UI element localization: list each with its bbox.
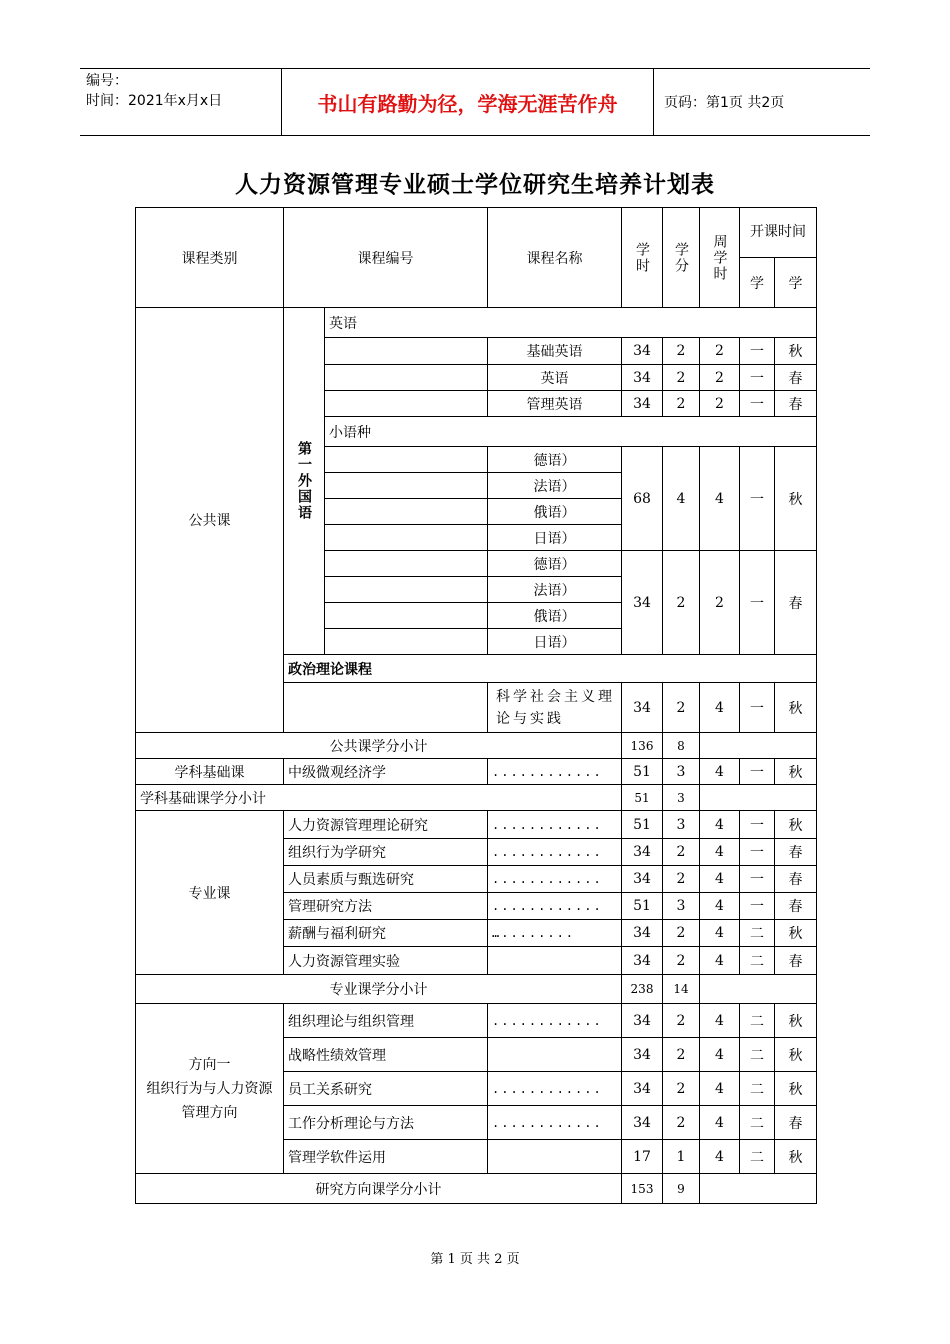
table-row: 法语）: [136, 473, 817, 499]
time-label: 时间：2021年x月x日: [86, 93, 223, 109]
table-row: 薪酬与福利研究 …........ 34 2 4 二 秋: [136, 920, 817, 947]
category-direction: 方向一 组织行为与人力资源管理方向: [136, 1004, 284, 1174]
english-label: 英语: [325, 308, 817, 338]
table-row: 管理学软件运用 17 1 4 二 秋: [136, 1140, 817, 1174]
table-row: 人员素质与甄选研究 ............ 34 2 4 一 春: [136, 866, 817, 893]
header-motto: 书山有路勤为径，学海无涯苦作舟: [282, 69, 654, 135]
col-weekly: 周学时: [700, 208, 740, 308]
training-plan-table: [135, 207, 817, 1204]
table-row: 英语 34 2 2 一 春: [136, 365, 817, 391]
header-page-info: 页码：第1页 共2页: [664, 95, 785, 111]
col-sched-a: 学: [740, 258, 775, 308]
table-row: 工作分析理论与方法 ............ 34 2 4 二 春: [136, 1106, 817, 1140]
table-row: 战略性绩效管理 34 2 4 二 秋: [136, 1038, 817, 1072]
table-row: [136, 308, 817, 338]
subtotal-row: 公共课学分小计 136 8: [136, 733, 817, 759]
table-row: 日语）: [136, 629, 817, 655]
col-code: 课程编号: [284, 208, 488, 308]
table-row: 人力资源管理实验 34 2 4 二 春: [136, 947, 817, 975]
table-row: 学科基础课 中级微观经济学 ............ 51 3 4 一 秋: [136, 759, 817, 785]
table-row: 俄语）: [136, 499, 817, 525]
col-sched-b: 学: [775, 258, 817, 308]
category-public: 公共课: [136, 308, 284, 733]
table-row: 日语）: [136, 525, 817, 551]
col-schedule: 开课时间: [740, 208, 817, 258]
page-title: 人力资源管理专业硕士学位研究生培养计划表: [235, 171, 715, 198]
table-row: 德语） 34 2 2 一 春: [136, 551, 817, 577]
table-row: 科学社会主义理论与实践 34 2 4 一 秋: [136, 683, 817, 733]
politics-label: 政治理论课程: [284, 655, 817, 683]
table-row: 专业课 人力资源管理理论研究 ............ 51 3 4 一 秋: [136, 811, 817, 839]
category-basic: 学科基础课: [136, 759, 284, 785]
table-row: 基础英语 34 2 2 一 秋: [136, 338, 817, 365]
subtotal-row: 研究方向课学分小计 153 9: [136, 1174, 817, 1204]
other-language-label: 小语种: [325, 417, 817, 447]
table-row: 法语）: [136, 577, 817, 603]
subtotal-row: 专业课学分小计 238 14: [136, 975, 817, 1004]
table-row: 俄语）: [136, 603, 817, 629]
table-row: 方向一 组织行为与人力资源管理方向 组织理论与组织管理 ............ 34 2 4 二 秋: [136, 1004, 817, 1038]
col-credits: 学分: [663, 208, 700, 308]
page-footer: 第 1 页 共 2 页: [430, 1252, 520, 1267]
table-row: 员工关系研究 ............ 34 2 4 二 秋: [136, 1072, 817, 1106]
col-hours: 学时: [622, 208, 663, 308]
table-row: 管理英语 34 2 2 一 春: [136, 391, 817, 417]
foreign-language-group: 第一外国语: [284, 308, 325, 655]
header-meta: [80, 69, 282, 135]
table-row: 德语） 68 4 4 一 秋: [136, 447, 817, 473]
subtotal-row: 学科基础课学分小计 51 3: [136, 785, 817, 811]
table-row: 组织行为学研究 ............ 34 2 4 一 春: [136, 839, 817, 866]
col-category: 课程类别: [136, 208, 284, 308]
document-header: [80, 68, 870, 136]
table-row: 管理研究方法 ............ 51 3 4 一 春: [136, 893, 817, 920]
col-name: 课程名称: [488, 208, 622, 308]
table-header-row: [136, 208, 817, 258]
category-major: 专业课: [136, 811, 284, 975]
number-label: 编号：: [86, 73, 128, 89]
